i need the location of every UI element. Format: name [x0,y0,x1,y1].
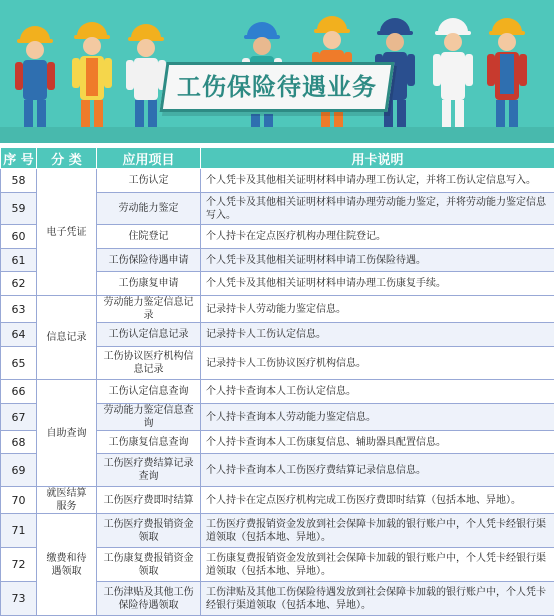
worker-figure-8 [487,18,527,140]
worker-figure-3 [126,24,166,140]
item-cell: 工伤医疗费报销资金领取 [97,514,201,548]
row-number: 65 [1,347,37,380]
description-cell: 工伤医疗费报销资金发放到社会保障卡加载的银行账户中，个人凭卡经银行渠道领取（包括本地、异地）。 [201,514,554,548]
row-number: 66 [1,380,37,404]
category-cell: 信息记录 [37,296,97,380]
table-row [1,380,554,404]
category-cell: 缴费和待遇领取 [37,514,97,616]
table-row [1,169,554,193]
item-cell: 工伤保险待遇申请 [97,249,201,272]
row-number: 58 [1,169,37,193]
description-cell: 个人持卡在定点医疗机构办理住院登记。 [201,225,554,249]
description-cell: 个人凭卡及其他相关证明材料申请办理劳动能力鉴定，并将劳动能力鉴定信息写入。 [201,193,554,225]
item-cell: 工伤认定 [97,169,201,193]
row-number: 73 [1,582,37,616]
row-number: 69 [1,454,37,487]
description-cell: 个人凭卡及其他相关证明材料申请工伤保险待遇。 [201,249,554,272]
row-number: 64 [1,323,37,347]
worker-figure-2 [72,22,112,140]
item-cell: 工伤康复申请 [97,272,201,296]
banner-floor [0,127,554,143]
description-cell: 个人持卡查询本人工伤医疗费结算记录信息信息。 [201,454,554,487]
description-cell: 个人持卡查询本人工伤认定信息。 [201,380,554,404]
row-number: 67 [1,404,37,431]
description-cell: 个人持卡查询本人工伤康复信息、辅助器具配置信息。 [201,431,554,454]
table-row [1,487,554,514]
item-cell: 工伤认定信息记录 [97,323,201,347]
table-row [1,296,554,323]
table-header-row [1,148,554,169]
category-cell: 电子凭证 [37,169,97,296]
item-cell: 工伤认定信息查询 [97,380,201,404]
row-number: 59 [1,193,37,225]
item-cell: 工伤医疗费即时结算 [97,487,201,514]
description-cell: 个人持卡查询本人劳动能力鉴定信息。 [201,404,554,431]
row-number: 72 [1,548,37,582]
item-cell: 住院登记 [97,225,201,249]
header-number: 序 号 [1,148,37,169]
item-cell: 劳动能力鉴定 [97,193,201,225]
item-cell: 工伤津贴及其他工伤保险待遇领取 [97,582,201,616]
item-cell: 劳动能力鉴定信息查询 [97,404,201,431]
worker-figure-7 [433,18,473,140]
header-description: 用卡说明 [201,148,554,169]
page-title: 工伤保险待遇业务 [163,62,391,112]
item-cell: 工伤协议医疗机构信息记录 [97,347,201,380]
header-item: 应用项目 [97,148,201,169]
description-cell: 个人凭卡及其他相关证明材料申请办理工伤认定，并将工伤认定信息写入。 [201,169,554,193]
item-cell: 工伤康复费报销资金领取 [97,548,201,582]
item-cell: 工伤康复信息查询 [97,431,201,454]
worker-figure-1 [15,26,55,140]
row-number: 68 [1,431,37,454]
item-cell: 劳动能力鉴定信息记录 [97,296,201,323]
header-banner [0,0,554,143]
description-cell: 个人持卡在定点医疗机构完成工伤医疗费即时结算（包括本地、异地）。 [201,487,554,514]
description-cell: 个人凭卡及其他相关证明材料申请办理工伤康复手续。 [201,272,554,296]
description-cell: 工伤康复费报销资金发放到社会保障卡加载的银行账户中，个人凭卡经银行渠道领取（包括本地、异地）。 [201,548,554,582]
description-cell: 记录持卡人工伤协议医疗机构信息。 [201,347,554,380]
category-cell: 自助查询 [37,380,97,487]
row-number: 60 [1,225,37,249]
table-row [1,514,554,548]
row-number: 61 [1,249,37,272]
row-number: 63 [1,296,37,323]
row-number: 71 [1,514,37,548]
item-cell: 工伤医疗费结算记录查询 [97,454,201,487]
description-cell: 记录持卡人劳动能力鉴定信息。 [201,296,554,323]
row-number: 70 [1,487,37,514]
description-cell: 记录持卡人工伤认定信息。 [201,323,554,347]
category-cell: 就医结算服务 [37,487,97,514]
row-number: 62 [1,272,37,296]
benefits-table [0,147,554,616]
description-cell: 工伤津贴及其他工伤保险待遇发放到社会保障卡加载的银行账户中，个人凭卡经银行渠道领取（包括本地、异地）。 [201,582,554,616]
header-category: 分 类 [37,148,97,169]
